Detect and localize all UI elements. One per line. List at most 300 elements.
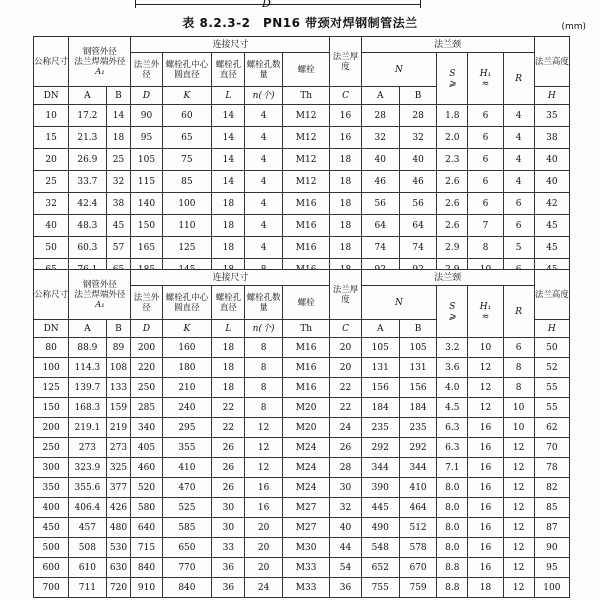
header-neck-a: A	[361, 320, 399, 338]
cell-height: 55	[534, 378, 569, 398]
cell-bolt-hole: 18	[212, 378, 245, 398]
header-bolt-circle: 螺栓孔中心圆直径	[162, 286, 212, 320]
cell-neck-h1: 16	[468, 418, 503, 438]
cell-neck-h1: 16	[468, 458, 503, 478]
cell-neck-a: 184	[361, 398, 399, 418]
header-thickness-sym: C	[330, 320, 361, 338]
cell-bolt-count: 20	[245, 538, 282, 558]
cell-bolt-count: 8	[245, 358, 282, 378]
header-col-b: B	[106, 320, 131, 338]
cell-neck-a: 390	[361, 478, 399, 498]
cell-od-b: 219	[106, 418, 131, 438]
cell-dn: 600	[34, 558, 69, 578]
header-neck-h1-sym: H₁	[479, 301, 492, 312]
cell-bolt-hole: 22	[212, 418, 245, 438]
cell-bolt-size: M16	[282, 215, 330, 237]
cell-od-a: 355.6	[69, 478, 106, 498]
cell-od-a: 60.3	[69, 237, 106, 259]
cell-thickness: 26	[330, 438, 361, 458]
cell-thickness: 18	[330, 237, 361, 259]
cell-od-a: 114.3	[69, 358, 106, 378]
cell-thickness: 28	[330, 458, 361, 478]
header-nominal: 公称尺寸	[34, 37, 69, 87]
cell-bolt-size: M30	[282, 538, 330, 558]
cell-bolt-count: 8	[245, 398, 282, 418]
header-bolt-circle: 螺栓孔中心圆直径	[162, 53, 212, 87]
cell-od-b: 38	[106, 193, 131, 215]
cell-bolt-circle: 180	[162, 358, 212, 378]
cell-neck-h1: 6	[468, 127, 503, 149]
header-bolt-hole-dia: 螺栓孔直径	[212, 53, 245, 87]
header-dn: DN	[34, 320, 69, 338]
header-col-b: B	[106, 87, 131, 105]
cell-bolt-circle: 160	[162, 338, 212, 358]
cell-od-a: 508	[69, 538, 106, 558]
cell-thickness: 22	[330, 378, 361, 398]
header-flange-od-sym: D	[131, 320, 162, 338]
cell-dn: 25	[34, 171, 69, 193]
cell-dn: 32	[34, 193, 69, 215]
cell-neck-a: 28	[361, 105, 399, 127]
cell-thickness: 24	[330, 418, 361, 438]
header-height-sym: H	[534, 87, 569, 105]
cell-neck-b: 74	[399, 237, 436, 259]
cell-od-b: 14	[106, 105, 131, 127]
cell-bolt-circle: 650	[162, 538, 212, 558]
cell-neck-a: 292	[361, 438, 399, 458]
cell-bolt-hole: 22	[212, 398, 245, 418]
cell-neck-h1: 16	[468, 538, 503, 558]
cell-flange-od: 115	[131, 171, 162, 193]
table-row	[34, 127, 570, 149]
cell-neck-b: 40	[399, 149, 436, 171]
header-flange-od-sym: D	[131, 87, 162, 105]
header-pipe-od	[69, 270, 131, 320]
cell-bolt-count: 12	[245, 458, 282, 478]
header-neck-s	[437, 286, 468, 338]
cell-bolt-size: M20	[282, 418, 330, 438]
cell-od-b: 530	[106, 538, 131, 558]
cell-od-b: 18	[106, 127, 131, 149]
table-row	[34, 338, 570, 358]
cell-bolt-circle: 125	[162, 237, 212, 259]
cell-dn: 200	[34, 418, 69, 438]
cell-neck-r: 12	[503, 458, 534, 478]
cell-flange-od: 715	[131, 538, 162, 558]
cell-bolt-count: 4	[245, 193, 282, 215]
cell-od-b: 108	[106, 358, 131, 378]
cell-thickness: 32	[330, 498, 361, 518]
header-thickness-sym: C	[330, 87, 361, 105]
header-bolt: 螺栓	[282, 286, 330, 320]
cell-neck-a: 131	[361, 358, 399, 378]
header-neck-s-sub: ⩾	[448, 311, 457, 322]
cell-thickness: 20	[330, 358, 361, 378]
header-neck: 法兰颈	[361, 270, 534, 286]
cell-height: 40	[534, 149, 569, 171]
cell-bolt-size: M24	[282, 478, 330, 498]
cell-neck-r: 12	[503, 518, 534, 538]
cell-flange-od: 165	[131, 237, 162, 259]
table-row	[34, 498, 570, 518]
cell-height: 82	[534, 478, 569, 498]
cell-neck-a: 32	[361, 127, 399, 149]
cell-od-b: 273	[106, 438, 131, 458]
cell-dn: 300	[34, 458, 69, 478]
cell-dn: 10	[34, 105, 69, 127]
table-row	[34, 418, 570, 438]
header-bolt-hole-dia: 螺栓孔直径	[212, 286, 245, 320]
header-thickness: 法兰厚度	[330, 270, 361, 320]
cell-bolt-count: 12	[245, 418, 282, 438]
cell-bolt-count: 20	[245, 558, 282, 578]
cell-bolt-hole: 14	[212, 127, 245, 149]
cell-neck-r: 12	[503, 558, 534, 578]
table1-body	[34, 105, 570, 281]
cell-flange-od: 405	[131, 438, 162, 458]
cell-neck-h1: 10	[468, 338, 503, 358]
cell-bolt-circle: 770	[162, 558, 212, 578]
cell-neck-r: 10	[503, 418, 534, 438]
header-bolt: 螺栓	[282, 53, 330, 87]
cell-bolt-hole: 26	[212, 438, 245, 458]
cell-neck-h1: 12	[468, 358, 503, 378]
cell-height: 62	[534, 418, 569, 438]
cell-bolt-size: M27	[282, 518, 330, 538]
cell-neck-h1: 16	[468, 558, 503, 578]
unit-label: (mm)	[561, 22, 586, 32]
table-row	[34, 171, 570, 193]
cell-bolt-circle: 110	[162, 215, 212, 237]
cell-od-b: 426	[106, 498, 131, 518]
cell-neck-b: 56	[399, 193, 436, 215]
cell-bolt-count: 8	[245, 378, 282, 398]
cell-neck-b: 184	[399, 398, 436, 418]
cell-neck-b: 759	[399, 578, 436, 598]
cell-neck-r: 12	[503, 538, 534, 558]
cell-bolt-count: 16	[245, 498, 282, 518]
cell-neck-b: 64	[399, 215, 436, 237]
cell-dn: 100	[34, 358, 69, 378]
cell-height: 35	[534, 105, 569, 127]
cell-neck-s: 1.8	[437, 105, 468, 127]
cell-bolt-hole: 30	[212, 518, 245, 538]
cell-neck-b: 410	[399, 478, 436, 498]
table-row	[34, 149, 570, 171]
header-nominal: 公称尺寸	[34, 270, 69, 320]
cell-bolt-count: 12	[245, 438, 282, 458]
table-row	[34, 538, 570, 558]
cell-neck-h1: 16	[468, 438, 503, 458]
cell-od-a: 26.9	[69, 149, 106, 171]
header-bolt-sym: Th	[282, 87, 330, 105]
cell-bolt-hole: 36	[212, 558, 245, 578]
cell-neck-s: 2.9	[437, 237, 468, 259]
cell-neck-r: 4	[503, 149, 534, 171]
dimension-label: D	[262, 0, 271, 10]
cell-neck-a: 548	[361, 538, 399, 558]
cell-height: 45	[534, 237, 569, 259]
cell-bolt-size: M16	[282, 378, 330, 398]
cell-od-b: 630	[106, 558, 131, 578]
cell-bolt-hole: 18	[212, 215, 245, 237]
cell-bolt-count: 4	[245, 171, 282, 193]
cell-bolt-size: M20	[282, 398, 330, 418]
flange-table-lower	[33, 269, 570, 598]
header-neck-s-sub: ⩾	[448, 78, 457, 89]
cell-dn: 40	[34, 215, 69, 237]
table-row	[34, 378, 570, 398]
cell-bolt-circle: 525	[162, 498, 212, 518]
table-row	[34, 215, 570, 237]
cell-neck-b: 105	[399, 338, 436, 358]
cell-height: 50	[534, 338, 569, 358]
cell-neck-r: 4	[503, 105, 534, 127]
cell-flange-od: 520	[131, 478, 162, 498]
cell-bolt-hole: 33	[212, 538, 245, 558]
cell-neck-h1: 8	[468, 237, 503, 259]
cell-flange-od: 910	[131, 578, 162, 598]
cell-neck-s: 2.3	[437, 149, 468, 171]
cell-bolt-hole: 26	[212, 458, 245, 478]
cell-neck-r: 8	[503, 378, 534, 398]
table-row	[34, 438, 570, 458]
cell-bolt-circle: 210	[162, 378, 212, 398]
cell-dn: 125	[34, 378, 69, 398]
cell-height: 78	[534, 458, 569, 478]
cell-flange-od: 640	[131, 518, 162, 538]
cell-height: 90	[534, 538, 569, 558]
cell-bolt-size: M16	[282, 193, 330, 215]
cell-od-a: 273	[69, 438, 106, 458]
flange-table-upper	[33, 36, 570, 281]
table-row	[34, 518, 570, 538]
cell-bolt-circle: 240	[162, 398, 212, 418]
header-dn: DN	[34, 87, 69, 105]
cell-thickness: 36	[330, 578, 361, 598]
table-row	[34, 193, 570, 215]
cell-bolt-circle: 295	[162, 418, 212, 438]
cell-bolt-count: 4	[245, 105, 282, 127]
cell-height: 42	[534, 193, 569, 215]
cell-dn: 500	[34, 538, 69, 558]
cell-neck-s: 4.0	[437, 378, 468, 398]
cell-thickness: 16	[330, 105, 361, 127]
cell-od-a: 457	[69, 518, 106, 538]
header-neck-r: R	[503, 286, 534, 338]
cell-neck-s: 8.0	[437, 538, 468, 558]
cell-bolt-circle: 85	[162, 171, 212, 193]
cell-bolt-size: M33	[282, 578, 330, 598]
cell-neck-r: 8	[503, 358, 534, 378]
table-row	[34, 578, 570, 598]
cell-od-b: 377	[106, 478, 131, 498]
cell-neck-b: 670	[399, 558, 436, 578]
cell-od-a: 139.7	[69, 378, 106, 398]
cell-neck-b: 292	[399, 438, 436, 458]
cell-neck-a: 755	[361, 578, 399, 598]
header-pipe-od	[69, 37, 131, 87]
cell-od-b: 133	[106, 378, 131, 398]
header-pipe-od-symbol: A₁	[95, 66, 105, 77]
cell-flange-od: 285	[131, 398, 162, 418]
cell-bolt-size: M12	[282, 105, 330, 127]
cell-neck-s: 8.0	[437, 518, 468, 538]
cell-bolt-count: 4	[245, 237, 282, 259]
cell-height: 45	[534, 215, 569, 237]
header-col-a: A	[69, 87, 106, 105]
header-connection: 连接尺寸	[131, 270, 330, 286]
cell-thickness: 18	[330, 149, 361, 171]
cell-bolt-circle: 75	[162, 149, 212, 171]
header-connection: 连接尺寸	[131, 37, 330, 53]
cell-bolt-count: 24	[245, 578, 282, 598]
header-neck-a: A	[361, 87, 399, 105]
cell-bolt-hole: 36	[212, 578, 245, 598]
cell-od-a: 21.3	[69, 127, 106, 149]
cell-neck-r: 6	[503, 215, 534, 237]
cell-flange-od: 200	[131, 338, 162, 358]
cell-bolt-size: M16	[282, 237, 330, 259]
table-row	[34, 478, 570, 498]
header-pipe-od-symbol: A₁	[95, 299, 105, 310]
cell-neck-b: 131	[399, 358, 436, 378]
header-bolt-hole-sym: L	[212, 87, 245, 105]
cell-bolt-hole: 18	[212, 193, 245, 215]
cell-height: 87	[534, 518, 569, 538]
cell-neck-s: 6.3	[437, 418, 468, 438]
cell-od-a: 610	[69, 558, 106, 578]
header-flange-od: 法兰外径	[131, 53, 162, 87]
cell-neck-b: 28	[399, 105, 436, 127]
cell-thickness: 44	[330, 538, 361, 558]
cell-neck-s: 8.8	[437, 578, 468, 598]
cell-neck-b: 464	[399, 498, 436, 518]
cell-neck-b: 344	[399, 458, 436, 478]
cell-neck-h1: 7	[468, 215, 503, 237]
cell-neck-h1: 16	[468, 518, 503, 538]
cell-od-a: 33.7	[69, 171, 106, 193]
table-row	[34, 458, 570, 478]
cell-neck-b: 46	[399, 171, 436, 193]
cell-flange-od: 840	[131, 558, 162, 578]
cell-neck-a: 652	[361, 558, 399, 578]
cell-neck-r: 12	[503, 578, 534, 598]
cell-neck-s: 2.0	[437, 127, 468, 149]
cell-neck-b: 156	[399, 378, 436, 398]
cell-od-b: 720	[106, 578, 131, 598]
cell-neck-s: 8.0	[437, 498, 468, 518]
cell-neck-s: 7.1	[437, 458, 468, 478]
cell-neck-s: 8.0	[437, 478, 468, 498]
cell-neck-h1: 18	[468, 578, 503, 598]
cell-neck-b: 235	[399, 418, 436, 438]
cell-dn: 150	[34, 398, 69, 418]
table-row	[34, 398, 570, 418]
cell-bolt-circle: 840	[162, 578, 212, 598]
cell-bolt-count: 4	[245, 149, 282, 171]
cell-neck-a: 64	[361, 215, 399, 237]
cell-bolt-circle: 65	[162, 127, 212, 149]
cell-neck-s: 2.6	[437, 215, 468, 237]
cell-neck-a: 344	[361, 458, 399, 478]
cell-thickness: 54	[330, 558, 361, 578]
cell-od-b: 25	[106, 149, 131, 171]
header-thickness: 法兰厚度	[330, 37, 361, 87]
header-height: 法兰高度	[534, 37, 569, 87]
header-neck-h1	[468, 53, 503, 105]
header-neck-h1-sym: H₁	[479, 68, 492, 79]
header-neck-h1-sub: ≈	[481, 311, 490, 322]
table-row	[34, 105, 570, 127]
cell-neck-a: 74	[361, 237, 399, 259]
cell-thickness: 18	[330, 171, 361, 193]
header-neck-b: B	[399, 87, 436, 105]
cell-od-b: 32	[106, 171, 131, 193]
header-neck-n: N	[361, 53, 437, 87]
cell-neck-s: 4.5	[437, 398, 468, 418]
header-neck-s	[437, 53, 468, 105]
cell-dn: 50	[34, 237, 69, 259]
header-bolt-count: 螺栓孔数量	[245, 53, 282, 87]
header-neck: 法兰颈	[361, 37, 534, 53]
cell-height: 55	[534, 398, 569, 418]
cell-dn: 15	[34, 127, 69, 149]
table-row	[34, 358, 570, 378]
header-bolt-circle-sym: K	[162, 87, 212, 105]
cell-neck-r: 10	[503, 398, 534, 418]
cell-dn: 450	[34, 518, 69, 538]
cell-bolt-size: M24	[282, 438, 330, 458]
cell-bolt-size: M16	[282, 358, 330, 378]
cell-bolt-hole: 18	[212, 338, 245, 358]
cell-neck-s: 2.6	[437, 171, 468, 193]
cell-bolt-circle: 410	[162, 458, 212, 478]
cell-dn: 350	[34, 478, 69, 498]
header-height: 法兰高度	[534, 270, 569, 320]
dimension-line	[135, 4, 421, 5]
cell-neck-r: 6	[503, 338, 534, 358]
cell-neck-a: 56	[361, 193, 399, 215]
cell-od-b: 89	[106, 338, 131, 358]
cell-neck-b: 512	[399, 518, 436, 538]
header-bolt-circle-sym: K	[162, 320, 212, 338]
header-bolt-count-sym: n(个)	[245, 320, 282, 338]
cell-neck-b: 578	[399, 538, 436, 558]
cell-bolt-hole: 14	[212, 149, 245, 171]
cell-neck-h1: 12	[468, 378, 503, 398]
table-row	[34, 558, 570, 578]
cell-height: 70	[534, 438, 569, 458]
cell-neck-r: 4	[503, 171, 534, 193]
cell-neck-b: 32	[399, 127, 436, 149]
cell-neck-h1: 6	[468, 149, 503, 171]
cell-height: 52	[534, 358, 569, 378]
header-bolt-count-sym: n(个)	[245, 87, 282, 105]
cell-dn: 400	[34, 498, 69, 518]
header-bolt-count: 螺栓孔数量	[245, 286, 282, 320]
cell-neck-r: 12	[503, 438, 534, 458]
cell-od-a: 323.9	[69, 458, 106, 478]
cell-bolt-size: M27	[282, 498, 330, 518]
cell-bolt-size: M16	[282, 338, 330, 358]
cell-bolt-count: 4	[245, 215, 282, 237]
cell-neck-a: 40	[361, 149, 399, 171]
cell-dn: 250	[34, 438, 69, 458]
cell-neck-s: 2.6	[437, 193, 468, 215]
header-neck-r: R	[503, 53, 534, 105]
cell-od-a: 168.3	[69, 398, 106, 418]
